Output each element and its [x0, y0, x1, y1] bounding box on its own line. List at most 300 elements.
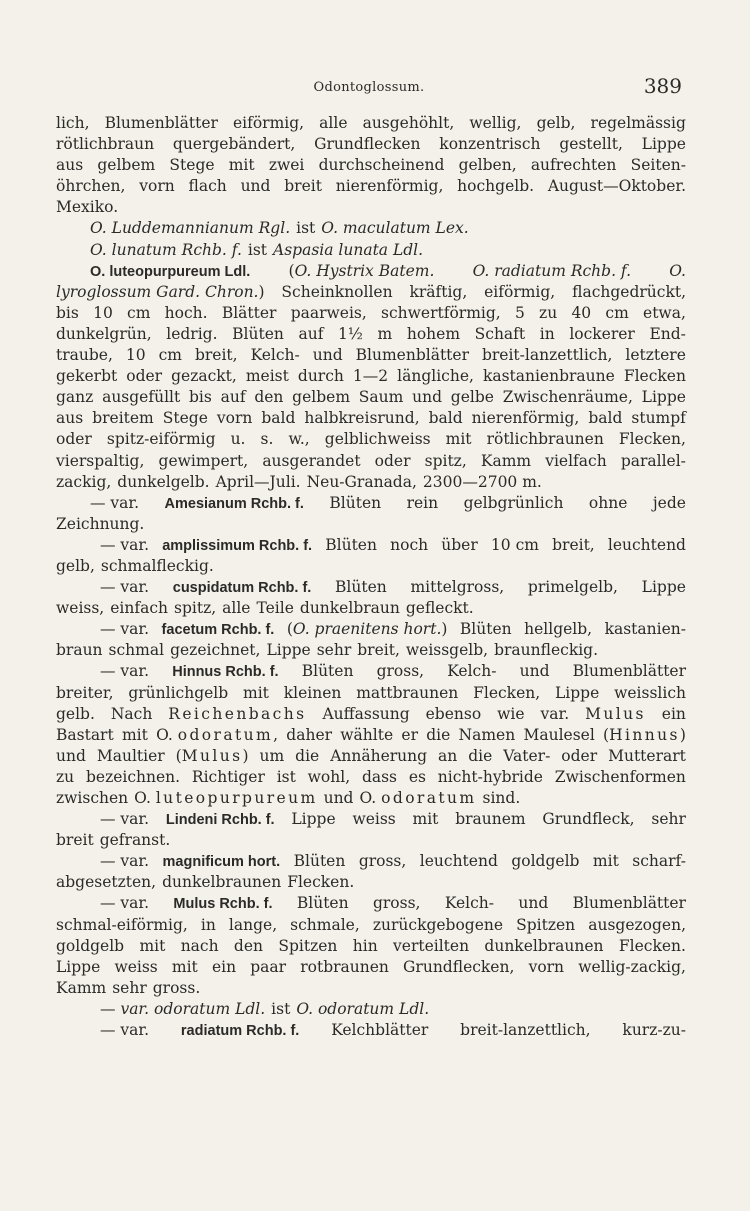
word: Lippe: [641, 578, 686, 597]
word: wohl,: [307, 767, 351, 786]
word: Maultier: [96, 746, 165, 765]
word: spitz,: [174, 599, 217, 618]
text-line: [56, 640, 686, 661]
word: Lindeni Rchb. f.: [165, 812, 275, 829]
word: Namen: [458, 725, 516, 744]
word: in: [200, 915, 216, 934]
word: — var.: [100, 620, 150, 639]
word: traube,: [56, 346, 113, 365]
word: ein: [661, 704, 686, 723]
word: Lippe: [266, 641, 311, 660]
word: dass: [361, 767, 398, 786]
word: Mutterart: [608, 746, 686, 765]
word: lich,: [56, 114, 90, 132]
word: Spitzen: [516, 915, 576, 934]
word: O. Luddemannianum Rgl.: [90, 219, 291, 238]
word: O. luteopurpureum: [134, 789, 318, 807]
word: Blüten: [335, 578, 387, 597]
word: wellig,: [469, 114, 522, 132]
word: Vater-: [503, 746, 551, 765]
word: bald: [428, 409, 463, 428]
word: mittelgross,: [410, 578, 505, 597]
word: — var.: [100, 852, 150, 871]
word: Hinnus Rchb. f.: [172, 664, 279, 681]
word: Mulus: [585, 704, 646, 723]
word: Blumenblätter: [355, 346, 469, 365]
word: oder: [126, 367, 163, 386]
word: Amesianum Rchb. f.: [164, 495, 304, 512]
word: öhrchen,: [56, 177, 126, 196]
word: O. maculatum Lex.: [321, 219, 469, 238]
text-line: [56, 387, 686, 408]
text-line: [56, 408, 686, 429]
word: kräftig,: [409, 282, 468, 301]
word: s.: [260, 430, 274, 449]
word: Lippe: [641, 388, 686, 407]
word: weiss,: [56, 599, 105, 618]
word: hin: [352, 936, 378, 955]
word: mit: [139, 936, 166, 955]
word: mit: [171, 957, 198, 976]
word: Blüten: [325, 535, 377, 554]
word: Kelch-: [250, 346, 300, 365]
word: bezeichnen.: [85, 767, 181, 786]
word: abgesetzten,: [56, 873, 157, 892]
word: gefranst.: [99, 831, 171, 850]
word: aus: [56, 156, 84, 175]
word: 10: [93, 303, 113, 322]
text-line: [56, 345, 686, 366]
word: ausgefüllt: [102, 388, 181, 407]
word: Kamm: [480, 451, 532, 470]
word: 1½: [338, 324, 363, 343]
text-line: [56, 661, 686, 682]
word: weiss: [352, 810, 396, 829]
word: (Mulus): [175, 746, 249, 765]
word: wie: [497, 704, 525, 723]
word: gelbgrünlich: [463, 493, 564, 512]
word: (Hinnus): [603, 725, 686, 744]
word: mattbraunen: [356, 683, 459, 702]
word: Blüten: [301, 662, 354, 681]
word: August—Oktober.: [547, 177, 686, 196]
word: dunkelbraunen: [484, 936, 604, 955]
word: sehr: [651, 810, 686, 829]
word: Flecken.: [618, 936, 686, 955]
word: Mexiko.: [56, 198, 119, 217]
word: scharf-: [632, 852, 686, 871]
word: — var.: [100, 535, 150, 554]
word: hoch.: [164, 303, 208, 322]
text-line: [56, 809, 686, 830]
word: spitz-eiförmig: [106, 430, 216, 449]
word: Spitzen: [278, 936, 338, 955]
word: Lippe: [56, 957, 101, 976]
word: Flecken.: [287, 873, 355, 892]
word: braunfleckig.: [494, 641, 599, 660]
word: gelb,: [56, 556, 95, 575]
word: breit-lanzettlich,: [460, 1021, 591, 1040]
word: letztere: [625, 346, 686, 365]
text-line: [56, 619, 686, 640]
text-line: [56, 324, 686, 345]
text-line: [56, 978, 686, 999]
word: ist: [296, 219, 316, 238]
text-line: [56, 683, 686, 704]
word: Mulus Rchb. f.: [173, 896, 273, 913]
word: amplissimum Rchb. f.: [162, 537, 313, 554]
word: Reichenbachs: [168, 704, 307, 723]
word: paar: [250, 957, 287, 976]
text-line: [56, 535, 686, 556]
word: vorn: [139, 177, 175, 196]
word: gezackt,: [171, 367, 237, 386]
word: vorn: [216, 409, 253, 428]
word: jede: [652, 493, 686, 512]
word: sehr: [316, 641, 352, 660]
word: meist: [245, 367, 289, 386]
word: 10: [125, 346, 146, 365]
word: Aspasia lunata Ldl.: [273, 240, 424, 259]
word: Richtiger: [191, 767, 265, 786]
word: über: [441, 535, 478, 554]
word: O. odoratum: [359, 789, 477, 807]
word: lockerer: [569, 324, 635, 343]
word: sehr: [112, 978, 147, 997]
text-line: [56, 1020, 686, 1041]
word: cm: [127, 303, 151, 322]
word: gelbe: [450, 388, 494, 407]
text-line: [56, 767, 686, 788]
word: rotbraunen: [300, 957, 389, 976]
word: goldgelb: [56, 936, 125, 955]
word: cm: [158, 346, 182, 365]
word: Stege: [162, 409, 208, 428]
word: nierenförmig,: [471, 409, 580, 428]
word: in: [539, 324, 555, 343]
word: bis: [56, 303, 79, 322]
word: gelben,: [458, 156, 517, 175]
word: längliche,: [397, 367, 474, 386]
word: an: [438, 746, 458, 765]
word: dunkelbraunen: [162, 873, 282, 892]
word: Kelch-: [444, 894, 495, 913]
word: hohem: [406, 324, 461, 343]
word: ist: [247, 240, 268, 259]
word: Bastart: [56, 725, 114, 744]
word: Blüten: [329, 493, 382, 512]
word: gross.: [152, 978, 201, 997]
word: wählte: [340, 725, 394, 744]
word: leuchtend: [419, 852, 498, 871]
text-line: [56, 134, 686, 155]
word: Neu-Granada,: [306, 472, 417, 491]
word: Zwischenräume,: [502, 388, 633, 407]
word: Seiten-: [630, 156, 686, 175]
word: regelmässig: [590, 114, 686, 132]
word: bis: [188, 388, 212, 407]
word: dunkelbraun: [299, 599, 400, 618]
word: gelb,: [536, 114, 576, 132]
word: hellgelb,: [524, 620, 593, 639]
word: vierspaltig,: [56, 451, 145, 470]
word: End-: [649, 324, 686, 343]
word: mit: [592, 852, 619, 871]
word: ohne: [588, 493, 628, 512]
word: kleinen: [283, 683, 342, 702]
text-line: [56, 218, 686, 239]
word: aus: [56, 409, 84, 428]
text-line: [56, 830, 686, 851]
word: weiss: [114, 957, 158, 976]
word: mit: [121, 725, 148, 744]
word: grünlichgelb: [128, 683, 229, 702]
word: radiatum Rchb. f.: [180, 1023, 300, 1040]
word: die: [426, 725, 451, 744]
word: Kelchblätter: [331, 1021, 429, 1040]
word: Blüten: [459, 620, 512, 639]
word: aufrechten: [530, 156, 617, 175]
text-line: [56, 429, 686, 450]
word: dunkelgelb.: [117, 472, 210, 491]
word: m: [377, 324, 393, 343]
word: Grundflecken,: [403, 957, 515, 976]
word: etwa,: [643, 303, 686, 322]
word: weisslich: [614, 683, 686, 702]
word: 10 cm: [490, 535, 539, 554]
word: hochgelb.: [457, 177, 535, 196]
text-line: [56, 704, 686, 725]
word: Maulesel: [523, 725, 595, 744]
word: Kamm: [56, 978, 107, 997]
word: alle: [319, 114, 348, 132]
word: flach: [188, 177, 227, 196]
word: gelblichweiss: [324, 430, 431, 449]
word: alle: [222, 599, 251, 618]
text-line: [56, 725, 686, 746]
word: O. odoratum,: [156, 725, 279, 744]
text-line: [56, 872, 686, 893]
word: nicht-hybride: [437, 767, 543, 786]
word: um: [259, 746, 285, 765]
word: mit: [445, 430, 472, 449]
word: gezeichnet,: [170, 641, 261, 660]
word: gelbem: [292, 388, 351, 407]
word: die: [468, 746, 493, 765]
word: breiter,: [56, 683, 114, 702]
word: es: [408, 767, 426, 786]
word: Grundflecken: [314, 135, 421, 154]
word: quergebändert,: [172, 135, 296, 154]
page-header: [56, 74, 682, 102]
word: Flecken: [623, 367, 686, 386]
word: ausgehöhlt,: [362, 114, 455, 132]
word: er: [401, 725, 418, 744]
text-line: [56, 577, 686, 598]
word: Zwischenformen: [554, 767, 686, 786]
word: rötlichbraun: [56, 135, 155, 154]
word: zwei: [268, 156, 305, 175]
word: — var.: [100, 578, 150, 597]
word: parallel-: [620, 451, 686, 470]
word: den: [233, 936, 263, 955]
word: verteilten: [393, 936, 470, 955]
word: Scheinknollen: [281, 282, 393, 301]
word: ledrig.: [166, 324, 218, 343]
word: schmal: [108, 641, 165, 660]
word: oder: [561, 746, 598, 765]
page-number: 389: [643, 74, 682, 98]
text-line: [56, 556, 686, 577]
word: Blüten: [232, 324, 284, 343]
word: nierenförmig,: [335, 177, 444, 196]
word: gewimpert,: [158, 451, 249, 470]
word: 1—2: [352, 367, 389, 386]
word: — var.: [100, 810, 150, 829]
word: kastanien-: [604, 620, 686, 639]
word: Annäherung: [330, 746, 428, 765]
text-line: [56, 240, 686, 261]
text-line: [56, 851, 686, 872]
word: Nach: [110, 704, 153, 723]
word: — var.: [90, 493, 140, 512]
word: zurückgebogene: [372, 915, 504, 934]
word: Blüten: [296, 894, 349, 913]
text-line: [56, 282, 686, 303]
text-line: [56, 893, 686, 914]
word: bald: [588, 409, 623, 428]
word: zu: [539, 303, 558, 322]
word: kurz-zu-: [622, 1021, 686, 1040]
word: lyroglossum Gard. Chron.): [56, 282, 265, 301]
text-line: [56, 113, 686, 134]
word: gross,: [372, 894, 421, 913]
word: breit,: [552, 535, 595, 554]
word: — var. odoratum Ldl.: [100, 999, 266, 1018]
word: Lippe: [291, 810, 336, 829]
word: die: [295, 746, 320, 765]
word: ebenso: [425, 704, 482, 723]
word: cm: [605, 303, 629, 322]
word: Zeichnung.: [56, 514, 145, 533]
word: Lippe: [641, 135, 686, 154]
word: und: [56, 746, 86, 765]
word: mit: [243, 683, 269, 702]
text-line: [56, 472, 686, 493]
word: eiförmig,: [232, 114, 305, 132]
text-line: [56, 999, 686, 1020]
text-line: [56, 915, 686, 936]
word: noch: [390, 535, 429, 554]
word: durch: [297, 367, 344, 386]
word: und: [518, 894, 549, 913]
word: schwertförmig,: [381, 303, 501, 322]
text-line: [56, 176, 686, 197]
word: primelgelb,: [527, 578, 618, 597]
word: Teile: [256, 599, 294, 618]
text-line: [56, 303, 686, 324]
word: leuchtend: [607, 535, 686, 554]
word: 5: [514, 303, 525, 322]
word: konzentrisch: [439, 135, 541, 154]
text-line: [56, 451, 686, 472]
body-text: [56, 113, 686, 1041]
word: Flecken,: [618, 430, 686, 449]
word: schmale,: [290, 915, 360, 934]
text-line: [56, 493, 686, 514]
word: rein: [406, 493, 439, 512]
word: rötlichbraunen: [486, 430, 604, 449]
word: ein: [211, 957, 237, 976]
word: gestellt,: [559, 135, 623, 154]
word: ausgerandet: [262, 451, 361, 470]
running-title: Odontoglossum.: [313, 80, 425, 95]
word: Auffassung: [322, 704, 410, 723]
word: braun: [56, 641, 103, 660]
word: weissgelb,: [405, 641, 489, 660]
word: 2300—2700 m.: [422, 472, 542, 491]
word: gelb.: [56, 704, 95, 723]
word: oder: [374, 451, 411, 470]
word: vielfach: [545, 451, 607, 470]
word: schmalfleckig.: [100, 556, 214, 575]
word: mit: [412, 810, 439, 829]
word: — var.: [100, 894, 150, 913]
word: (O. Hystrix Batem.: [288, 261, 435, 280]
word: wellig-zackig,: [578, 957, 686, 976]
word: Stege: [169, 156, 215, 175]
word: sind.: [482, 789, 521, 807]
word: facetum Rchb. f.: [161, 622, 275, 639]
word: gross,: [358, 852, 407, 871]
word: zu: [56, 767, 75, 786]
word: oder: [56, 430, 92, 449]
word: gekerbt: [56, 367, 118, 386]
word: breit: [56, 831, 94, 850]
word: und: [312, 346, 343, 365]
word: stumpf: [631, 409, 686, 428]
text-line: [56, 197, 686, 218]
text-line: [56, 957, 686, 978]
text-line: [56, 746, 686, 767]
word: zwischen: [56, 789, 129, 807]
word: O. odoratum Ldl.: [296, 999, 430, 1018]
word: einfach: [110, 599, 168, 618]
word: und: [412, 388, 442, 407]
word: breit-lanzettlich,: [481, 346, 613, 365]
word: O. lunatum Rchb. f.: [90, 240, 242, 259]
word: zackig,: [56, 472, 112, 491]
word: halbkreisrund,: [304, 409, 420, 428]
word: ist: [271, 999, 291, 1018]
word: u.: [230, 430, 246, 449]
word: nach: [180, 936, 219, 955]
word: breit,: [357, 641, 400, 660]
word: cuspidatum Rchb. f.: [172, 580, 312, 597]
word: Grundfleck,: [542, 810, 635, 829]
text-line: [56, 155, 686, 176]
word: Lippe: [554, 683, 600, 702]
word: Blumenblätter: [572, 894, 686, 913]
word: gelbem: [97, 156, 156, 175]
word: durchscheinend: [318, 156, 445, 175]
word: breit,: [194, 346, 238, 365]
word: O. luteopurpureum Ldl.: [90, 263, 251, 280]
word: auf: [220, 388, 246, 407]
word: goldgelb: [511, 852, 580, 871]
word: auf: [298, 324, 324, 343]
word: und: [323, 789, 354, 807]
